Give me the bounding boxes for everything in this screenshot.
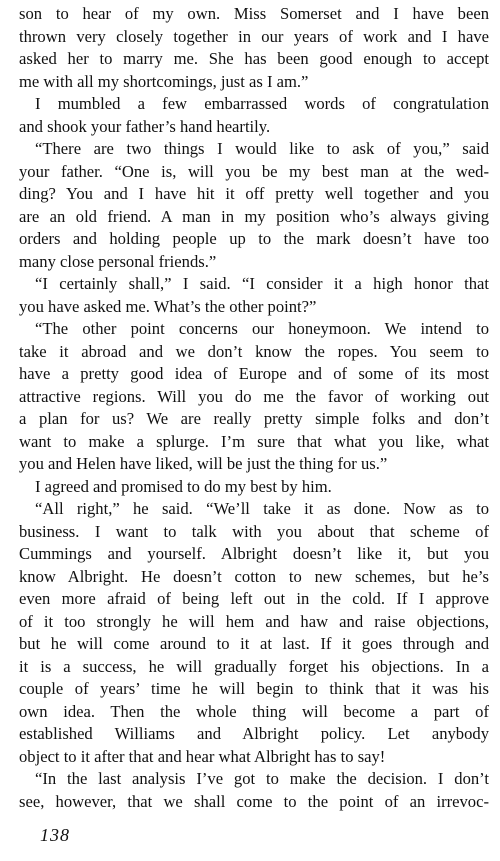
text-line: a plan for us? We are really pretty simple folks and don’t — [19, 409, 489, 428]
text-line: have a pretty good idea of Europe and of some of its most — [19, 364, 489, 383]
text-line: thrown very closely together in our years of work and I have — [19, 26, 489, 46]
text-line: of it too strongly he will hem and haw and raise objections, — [19, 611, 489, 631]
text-line: you and Helen have liked, will be just the thing for us.” — [19, 454, 388, 473]
text-line: you have asked me. What’s the other point?” — [19, 296, 317, 316]
text-line: asked her to marry me. She has been good enough to accept — [19, 49, 489, 68]
text-line: but he will come around to it at last. If it goes through and — [19, 634, 489, 653]
text-line: orders and holding people up to the mark doesn’t have too — [19, 229, 489, 248]
text-line: many close personal friends.” — [19, 251, 217, 271]
text-line: “I certainly shall,” I said. “I consider it a high honor that — [35, 274, 489, 293]
text-line: me with all my shortcomings, just as I am.” — [19, 71, 309, 91]
text-line: it is a success, he will gradually forget his objections. In a — [19, 656, 489, 676]
text-line: “In the last analysis I’ve got to make the decision. I don’t — [35, 769, 489, 788]
text-line: object to it after that and hear what Albright has to say! — [19, 746, 386, 766]
text-line: know Albright. He doesn’t cotton to new schemes, but he’s — [19, 566, 489, 586]
text-line: your father. “One is, will you be my best man at the wed- — [19, 161, 489, 181]
text-line: couple of years’ time he will begin to think that it was his — [19, 679, 489, 698]
text-line: own idea. Then the whole thing will become a part of — [19, 701, 489, 721]
body-text — [19, 3, 489, 813]
text-line: I mumbled a few embarrassed words of congratulation — [35, 94, 489, 113]
text-line: and shook your father’s hand heartily. — [19, 116, 271, 136]
text-line: I agreed and promised to do my best by him. — [35, 476, 332, 496]
text-line: “All right,” he said. “We’ll take it as done. Now as to — [35, 499, 489, 518]
page-number: 138 — [40, 825, 70, 845]
text-line: “There are two things I would like to ask of you,” said — [35, 139, 489, 158]
text-line: son to hear of my own. Miss Somerset and I have been — [19, 4, 489, 23]
text-line: take it abroad and we don’t know the ropes. You seem to — [19, 341, 489, 361]
text-line: “The other point concerns our honeymoon. We intend to — [35, 319, 489, 338]
text-line: Cummings and yourself. Albright doesn’t like it, but you — [19, 544, 489, 563]
text-line: want to make a splurge. I’m sure that what you like, what — [19, 431, 489, 451]
text-line: business. I want to talk with you about that scheme of — [19, 521, 489, 541]
text-line: ding? You and I have hit it off pretty well together and you — [19, 184, 489, 203]
text-line: attractive regions. Will you do me the favor of working out — [19, 386, 489, 406]
text-line: established Williams and Albright policy. Let anybody — [19, 724, 489, 743]
text-line: see, however, that we shall come to the point of an irrevoc- — [19, 791, 489, 811]
text-line: even more afraid of being left out in the cold. If I approve — [19, 589, 489, 608]
text-line: are an old friend. A man in my position who’s always giving — [19, 206, 489, 226]
